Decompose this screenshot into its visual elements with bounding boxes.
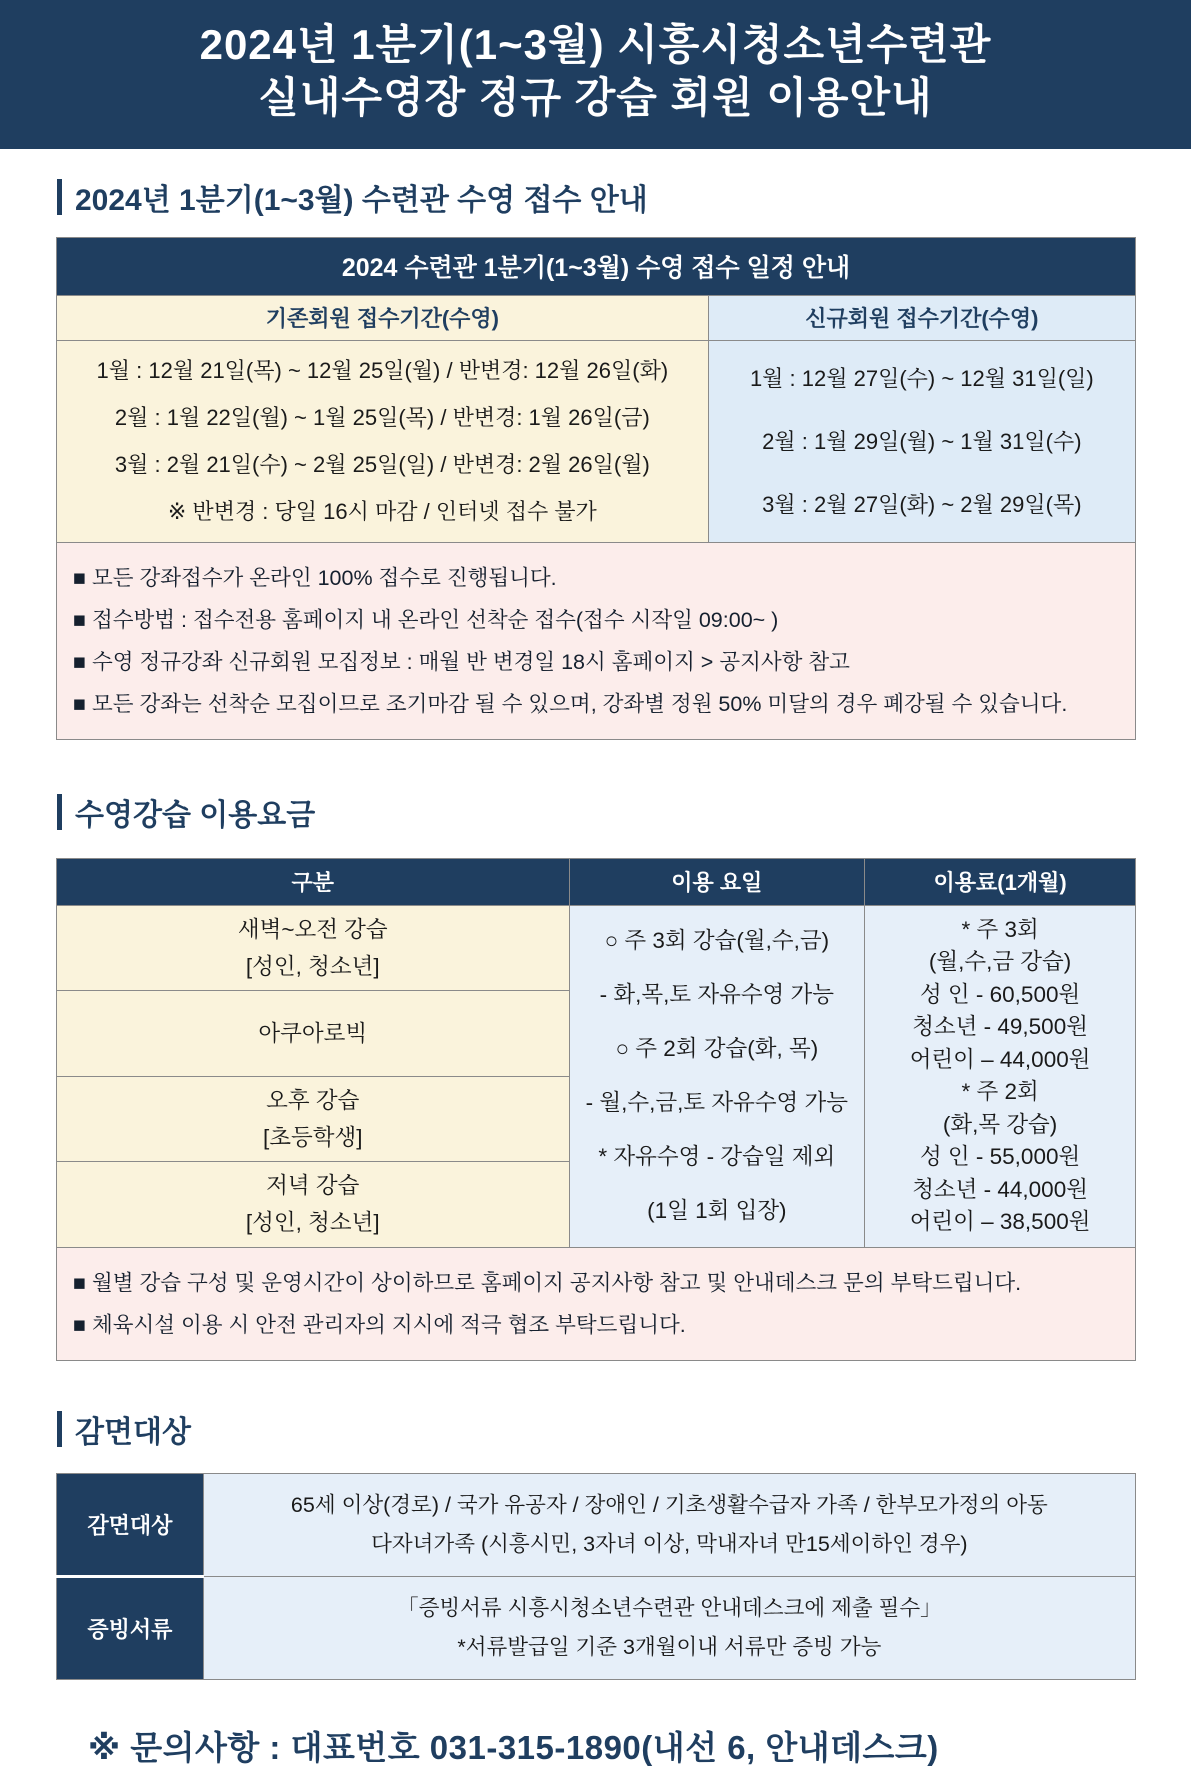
- existing-schedule-line: 1월 : 12월 21일(목) ~ 12월 25일(월) / 반변경: 12월 26일(화): [96, 358, 669, 384]
- fees-header-days: 이용 요일: [569, 858, 865, 905]
- fees-section-title: [57, 790, 1191, 834]
- registration-section-title: [57, 175, 1191, 219]
- class-row-dawn-morning: [57, 905, 570, 991]
- discount-section-title: [57, 1407, 1191, 1451]
- banner-title-line1: 2024년 1분기(1~3월) 시흥시청소년수련관: [199, 21, 992, 68]
- banner-title-line2: 실내수영장 정규 강습 회원 이용안내: [258, 74, 933, 122]
- registration-note-line: ■ 모든 강좌접수가 온라인 100% 접수로 진행됩니다.: [73, 565, 557, 590]
- days-line: (1일 1회 입장): [647, 1198, 787, 1224]
- days-line: ○ 주 2회 강습(화, 목): [615, 1036, 819, 1062]
- class-row-afternoon: [57, 1076, 570, 1162]
- days-line: * 자유수영 - 강습일 제외: [598, 1144, 836, 1170]
- registration-note-line: ■ 접수방법 : 접수전용 홈페이지 내 온라인 선착순 접수(접수 시작일 09:00~ ): [73, 607, 779, 632]
- fees-header-price: 이용료(1개월): [865, 858, 1136, 905]
- fee-line: 어린이 – 44,000원: [909, 1046, 1091, 1072]
- fee-line: * 주 3회: [961, 916, 1039, 942]
- new-schedule-line: 2월 : 1월 29일(월) ~ 1월 31일(수): [762, 428, 1082, 454]
- discount-target-label: 감면대상: [57, 1473, 204, 1576]
- fees-note-line: ■ 월별 강습 구성 및 운영시간이 상이하므로 홈페이지 공지사항 참고 및 안내데스크 문의 부탁드립니다.: [73, 1270, 1022, 1295]
- new-members-schedule: [708, 340, 1135, 542]
- discount-section-title-text: 감면대상: [75, 1415, 191, 1449]
- new-members-header: 신규회원 접수기간(수영): [708, 295, 1135, 340]
- fees-table: [56, 858, 1136, 1361]
- header-banner: [0, 0, 1191, 149]
- fee-line: 성 인 - 60,500원: [919, 981, 1081, 1007]
- fee-line: 어린이 – 38,500원: [909, 1209, 1091, 1235]
- section-title-bar: [57, 179, 62, 215]
- existing-schedule-line: 2월 : 1월 22일(월) ~ 1월 25일(목) / 반변경: 1월 26일(금): [114, 405, 650, 431]
- class-name: 아쿠아로빅: [258, 1020, 368, 1046]
- class-target: [성인, 청소년]: [245, 953, 380, 979]
- section-title-bar: [57, 1411, 62, 1447]
- class-name: 새벽~오전 강습: [237, 916, 388, 942]
- new-schedule-line: 3월 : 2월 27일(화) ~ 2월 29일(목): [762, 491, 1082, 517]
- registration-section-title-text: 2024년 1분기(1~3월) 수련관 수영 접수 안내: [75, 183, 648, 217]
- class-row-evening: [57, 1162, 570, 1248]
- days-line: ○ 주 3회 강습(월,수,금): [604, 928, 830, 954]
- existing-schedule-line: ※ 반변경 : 당일 16시 마감 / 인터넷 접수 불가: [167, 499, 597, 525]
- registration-notes: [57, 542, 1136, 739]
- existing-members-header: 기존회원 접수기간(수영): [57, 295, 709, 340]
- class-row-aquarobic: [57, 991, 570, 1077]
- registration-note-line: ■ 수영 정규강좌 신규회원 모집정보 : 매월 반 변경일 18시 홈페이지 > 공지사항 참고: [73, 649, 850, 674]
- discount-table: [56, 1473, 1136, 1680]
- fee-line: 청소년 - 44,000원: [912, 1176, 1088, 1202]
- fee-line: 청소년 - 49,500원: [912, 1014, 1088, 1040]
- fees-header-category: 구분: [57, 858, 570, 905]
- class-target: [초등학생]: [263, 1124, 363, 1150]
- class-name: 저녁 강습: [266, 1173, 360, 1199]
- fee-line: * 주 2회: [961, 1079, 1039, 1105]
- fee-line: (월,수,금 강습): [928, 949, 1072, 975]
- fees-section-title-text: 수영강습 이용요금: [75, 798, 316, 832]
- days-line: - 화,목,토 자유수영 가능: [599, 982, 835, 1008]
- usage-days-cell: [569, 905, 865, 1247]
- discount-target-line: 다자녀가족 (시흥시민, 3자녀 이상, 막내자녀 만15세이하인 경우): [371, 1531, 968, 1556]
- evidence-docs-line: *서류발급일 기준 3개월이내 서류만 증빙 가능: [457, 1634, 882, 1659]
- class-target: [성인, 청소년]: [245, 1210, 380, 1236]
- section-title-bar: [57, 794, 62, 830]
- class-name: 오후 강습: [266, 1087, 360, 1113]
- fee-line: (화,목 강습): [942, 1111, 1058, 1137]
- new-schedule-line: 1월 : 12월 27일(수) ~ 12월 31일(일): [749, 365, 1094, 391]
- registration-note-line: ■ 모든 강좌는 선착순 모집이므로 조기마감 될 수 있으며, 강좌별 정원 50% 미달의 경우 폐강될 수 있습니다.: [73, 691, 1068, 716]
- fees-note-line: ■ 체육시설 이용 시 안전 관리자의 지시에 적극 협조 부탁드립니다.: [73, 1312, 686, 1337]
- discount-target-line: 65세 이상(경로) / 국가 유공자 / 장애인 / 기초생활수급자 가족 / 한부모가정의 아동: [290, 1492, 1048, 1517]
- existing-schedule-line: 3월 : 2월 21일(수) ~ 2월 25일(일) / 반변경: 2월 26일(월): [114, 452, 650, 478]
- footer-contact: ※ 문의사항 : 대표번호 031-315-1890(내선 6, 안내데스크): [88, 1728, 939, 1766]
- days-line: - 월,수,금,토 자유수영 가능: [585, 1090, 849, 1116]
- evidence-docs-label: 증빙서류: [57, 1576, 204, 1679]
- evidence-docs-content: [203, 1576, 1135, 1679]
- fee-amounts-cell: [865, 905, 1136, 1247]
- discount-target-content: [203, 1473, 1135, 1576]
- evidence-docs-line: 「증빙서류 시흥시청소년수련관 안내데스크에 제출 필수」: [397, 1595, 942, 1620]
- fees-notes: [57, 1247, 1136, 1360]
- fee-line: 성 인 - 55,000원: [919, 1144, 1081, 1170]
- existing-members-schedule: [57, 340, 709, 542]
- registration-schedule-table: [56, 237, 1136, 740]
- registration-table-title: 2024 수련관 1분기(1~3월) 수영 접수 일정 안내: [57, 237, 1136, 295]
